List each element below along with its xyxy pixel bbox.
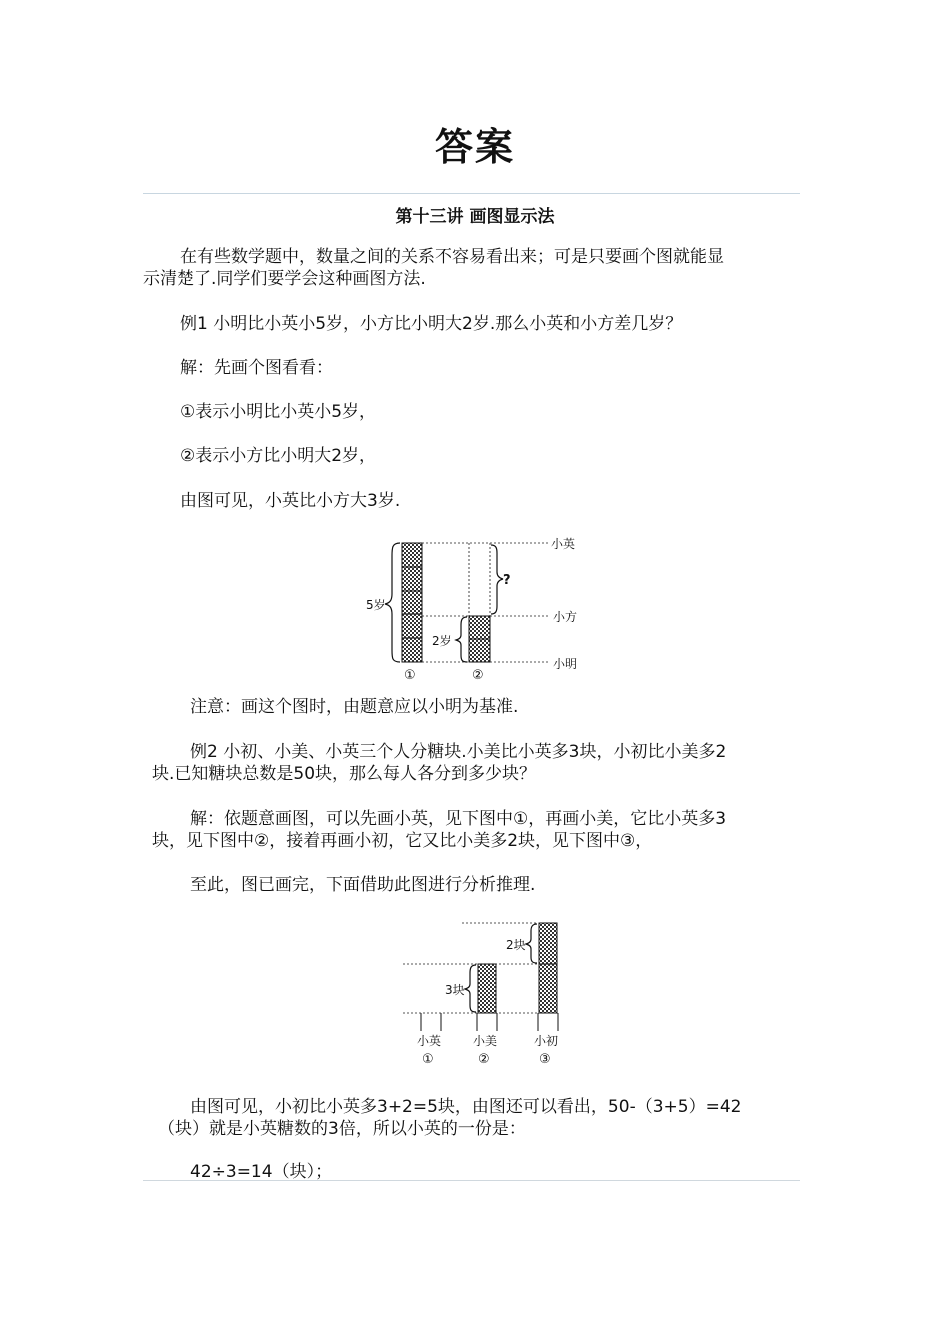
five-years-label: 5岁 xyxy=(366,598,386,612)
example2-conclusion-line-1: 由图可见，小初比小英多3+2=5块，由图还可以看出，50-（3+5）=42 xyxy=(190,1097,742,1117)
example2-conclusion-line-2: （块）就是小英糖数的3倍，所以小英的一份是： xyxy=(158,1119,526,1139)
example2-solution-line-1: 解：依题意画图，可以先画小英，见下图中①，再画小美，它比小英多3 xyxy=(190,809,727,829)
question-brace xyxy=(491,545,503,614)
example2-analysis: 至此，图已画完，下面借助此图进行分析推理. xyxy=(190,875,536,895)
figure2-bar-xiaomei xyxy=(477,964,497,1031)
figure2-xiaochu-label: 小初 xyxy=(534,1034,559,1048)
example2-question-line-2: 块.已知糖块总数是50块，那么每人各分到多少块？ xyxy=(152,764,537,784)
example1-step2: ②表示小方比小明大2岁， xyxy=(180,446,377,466)
figure2-bar-xiaoying xyxy=(421,1013,441,1031)
intro-line-1: 在有些数学题中，数量之间的关系不容易看出来；可是只要画个图就能显 xyxy=(180,247,724,267)
figure2-bar-xiaochu xyxy=(538,923,558,1031)
figure2-xiaoying-label: 小英 xyxy=(417,1034,442,1048)
bottom-divider xyxy=(143,1180,800,1181)
figure2-circle-2: ② xyxy=(478,1052,490,1067)
figure1-circle-2: ② xyxy=(472,668,484,683)
two-years-label: 2岁 xyxy=(432,634,452,648)
figure2-circle-1: ① xyxy=(422,1052,434,1067)
example1-conclusion: 由图可见，小英比小方大3岁. xyxy=(180,491,401,511)
figure1-circle-1: ① xyxy=(404,668,416,683)
figure2-xiaomei-label: 小美 xyxy=(473,1034,498,1048)
three-pieces-label: 3块 xyxy=(445,983,465,997)
question-mark-label: ? xyxy=(503,573,511,588)
figure1-bar-2 xyxy=(469,543,490,662)
five-years-brace xyxy=(385,543,400,662)
lecture-title: 第十三讲 画图显示法 xyxy=(395,207,555,227)
three-pieces-brace xyxy=(465,965,476,1012)
xiaofang-label: 小方 xyxy=(553,610,578,624)
top-divider xyxy=(143,193,800,194)
example1-step1: ①表示小明比小英小5岁， xyxy=(180,402,377,422)
xiaoming-label: 小明 xyxy=(553,657,578,671)
xiaoying-label: 小英 xyxy=(551,537,576,551)
figure-2-diagram xyxy=(395,915,575,1070)
example2-solution-line-2: 块，见下图中②，接着再画小初，它又比小美多2块，见下图中③， xyxy=(152,831,653,851)
example1-question: 例1 小明比小英小5岁，小方比小明大2岁.那么小英和小方差几岁？ xyxy=(180,314,683,334)
example1-note: 注意：画这个图时，由题意应以小明为基准. xyxy=(190,697,519,717)
page-title: 答案 xyxy=(434,125,515,169)
example2-calculation: 42÷3=14（块）； xyxy=(190,1162,333,1182)
two-pieces-label: 2块 xyxy=(506,938,526,952)
two-pieces-brace xyxy=(526,924,537,963)
two-years-brace xyxy=(456,617,467,662)
example1-solution: 解：先画个图看看： xyxy=(180,358,333,378)
figure-1-diagram xyxy=(350,530,600,685)
figure2-circle-3: ③ xyxy=(539,1052,551,1067)
intro-line-2: 示清楚了.同学们要学会这种画图方法. xyxy=(143,269,426,289)
example2-question-line-1: 例2 小初、小美、小英三个人分糖块.小美比小英多3块，小初比小美多2 xyxy=(190,742,727,762)
figure1-bar-1 xyxy=(402,543,422,662)
